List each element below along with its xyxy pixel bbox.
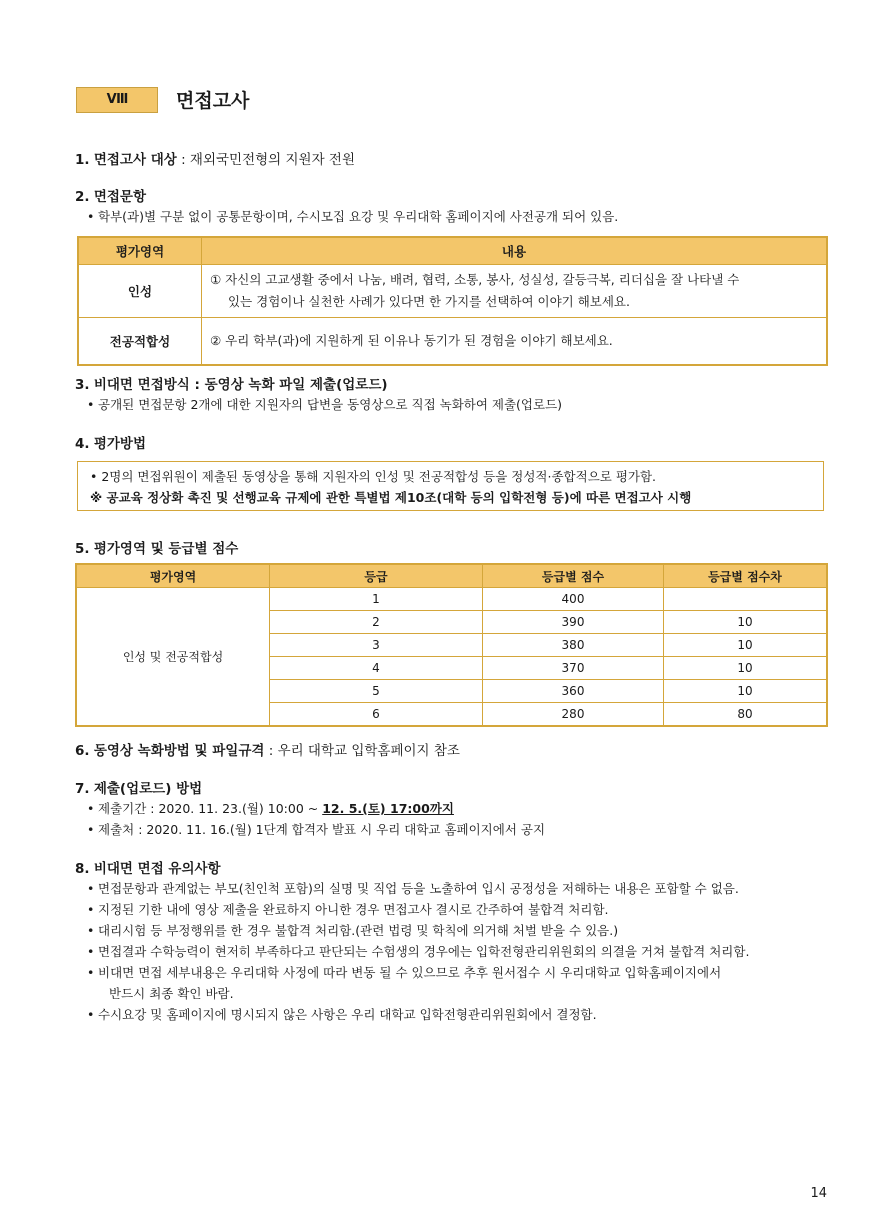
grade-score-table (75, 563, 828, 727)
section-title: 평가영역 및 등급별 점수 (93, 541, 239, 557)
table-cell: ② 우리 학부(과)에 지원하게 된 이유나 동기가 된 경험을 이야기 해보세요. (202, 318, 828, 366)
chapter-heading (76, 86, 249, 113)
section-title: 제출(업로드) 방법 (93, 781, 203, 797)
table-cell: 280 (483, 703, 664, 727)
section-title: 동영상 녹화방법 및 파일규격 (93, 743, 265, 759)
table-cell: 5 (270, 680, 483, 703)
table-cell: 10 (664, 611, 828, 634)
evaluation-method-box (77, 461, 824, 511)
chapter-title: 면접고사 (176, 90, 250, 112)
bullet-item: • 수시요강 및 홈페이지에 명시되지 않은 사항은 우리 대학교 입학전형관리위원회에서 결정함. (98, 1004, 597, 1025)
table-cell: 400 (483, 588, 664, 611)
question-line: ① 자신의 고교생활 중에서 나눔, 배려, 협력, 소통, 봉사, 성실성, 갈등극복, 리더십을 잘 나타낼 수 (210, 272, 740, 287)
table-header: 등급별 점수차 (664, 564, 828, 588)
table-cell: 390 (483, 611, 664, 634)
table-cell: 2 (270, 611, 483, 634)
table-cell (664, 588, 828, 611)
section-1 (75, 148, 355, 168)
section-number: 4. (75, 436, 90, 452)
chapter-badge: Ⅷ (76, 87, 158, 113)
table-header: 내용 (202, 237, 828, 265)
table-row (78, 265, 827, 318)
period-text: 제출기간 : 2020. 11. 23.(월) 10:00 ~ (98, 801, 323, 816)
section-number: 3. (75, 377, 90, 393)
section-number: 5. (75, 541, 90, 557)
section-number: 1. (75, 152, 90, 168)
bullet-item: • 학부(과)별 구분 없이 공통문항이며, 수시모집 요강 및 우리대학 홈페이지에 사전공개 되어 있음. (98, 206, 618, 227)
table-header: 평가영역 (76, 564, 270, 588)
section-number: 2. (75, 189, 90, 205)
section-6 (75, 739, 460, 759)
bullet-item: • 지정된 기한 내에 영상 제출을 완료하지 아니한 경우 면접고사 결시로 간주하여 불합격 처리함. (98, 899, 609, 920)
section-number: 7. (75, 781, 90, 797)
table-cell: 360 (483, 680, 664, 703)
section-title: 비대면 면접 유의사항 (93, 861, 221, 877)
separator: : (264, 743, 278, 759)
table-cell: 370 (483, 657, 664, 680)
bullet-item: • 대리시험 등 부정행위를 한 경우 불합격 처리함.(관련 법령 및 학칙에 의거해 처벌 받을 수 있음.) (98, 920, 618, 941)
table-cell: 인성 (78, 265, 202, 318)
section-title: 면접문항 (93, 189, 146, 205)
bullet-item (98, 798, 454, 819)
bullet-item: • 공개된 면접문항 2개에 대한 지원자의 답변을 동영상으로 직접 녹화하여 제출(업로드) (98, 394, 562, 415)
separator: : (176, 152, 190, 168)
table-cell: 3 (270, 634, 483, 657)
table-header: 등급별 점수 (483, 564, 664, 588)
section-7 (75, 777, 202, 797)
section-title: 평가방법 (93, 436, 146, 452)
deadline-text: 12. 5.(토) 17:00까지 (322, 801, 454, 816)
table-cell: 1 (270, 588, 483, 611)
table-cell: 6 (270, 703, 483, 727)
table-cell: 10 (664, 634, 828, 657)
table-cell: 4 (270, 657, 483, 680)
section-text: 재외국민전형의 지원자 전원 (189, 152, 355, 168)
bullet-item: • 비대면 면접 세부내용은 우리대학 사정에 따라 변동 될 수 있으므로 추후 원서접수 시 우리대학교 입학홈페이지에서 (98, 962, 721, 983)
section-number: 6. (75, 743, 90, 759)
table-row (76, 588, 827, 611)
section-3 (75, 373, 388, 393)
table-header: 등급 (270, 564, 483, 588)
section-text: 우리 대학교 입학홈페이지 참조 (277, 743, 460, 759)
table-cell: 전공적합성 (78, 318, 202, 366)
bullet-item: • 면접결과 수학능력이 현저히 부족하다고 판단되는 수험생의 경우에는 입학전형관리위원회의 의결을 거쳐 불합격 처리함. (98, 941, 749, 962)
table-cell (202, 265, 828, 318)
section-title: 비대면 면접방식 : 동영상 녹화 파일 제출(업로드) (93, 377, 388, 393)
interview-questions-table (77, 236, 828, 366)
table-cell: 380 (483, 634, 664, 657)
method-line: • 2명의 면접위원이 제출된 동영상을 통해 지원자의 인성 및 전공적합성 등을 정성적·종합적으로 평가함. (90, 469, 657, 484)
question-line: 있는 경험이나 실천한 사례가 있다면 한 가지를 선택하여 이야기 해보세요. (228, 294, 630, 309)
legal-notice: ※ 공교육 정상화 촉진 및 선행교육 규제에 관한 특별법 제10조(대학 등의 입학전형 등)에 따른 면접고사 시행 (90, 490, 692, 505)
table-header: 평가영역 (78, 237, 202, 265)
bullet-item: • 제출처 : 2020. 11. 16.(월) 1단계 합격자 발표 시 우리 대학교 홈페이지에서 공지 (98, 819, 545, 840)
section-title: 면접고사 대상 (93, 152, 177, 168)
page-number: 14 (810, 1186, 827, 1201)
table-row (78, 318, 827, 366)
table-cell-area: 인성 및 전공적합성 (76, 588, 270, 727)
bullet-item: • 면접문항과 관계없는 부모(친인척 포함)의 실명 및 직업 등을 노출하여 입시 공정성을 저해하는 내용은 포함할 수 없음. (98, 878, 739, 899)
section-2 (75, 185, 146, 205)
table-cell: 10 (664, 680, 828, 703)
section-number: 8. (75, 861, 90, 877)
section-5 (75, 537, 238, 557)
bullet-continuation: 반드시 최종 확인 바람. (109, 986, 234, 1001)
section-4 (75, 432, 146, 452)
table-cell: 10 (664, 657, 828, 680)
section-8 (75, 857, 221, 877)
table-cell: 80 (664, 703, 828, 727)
